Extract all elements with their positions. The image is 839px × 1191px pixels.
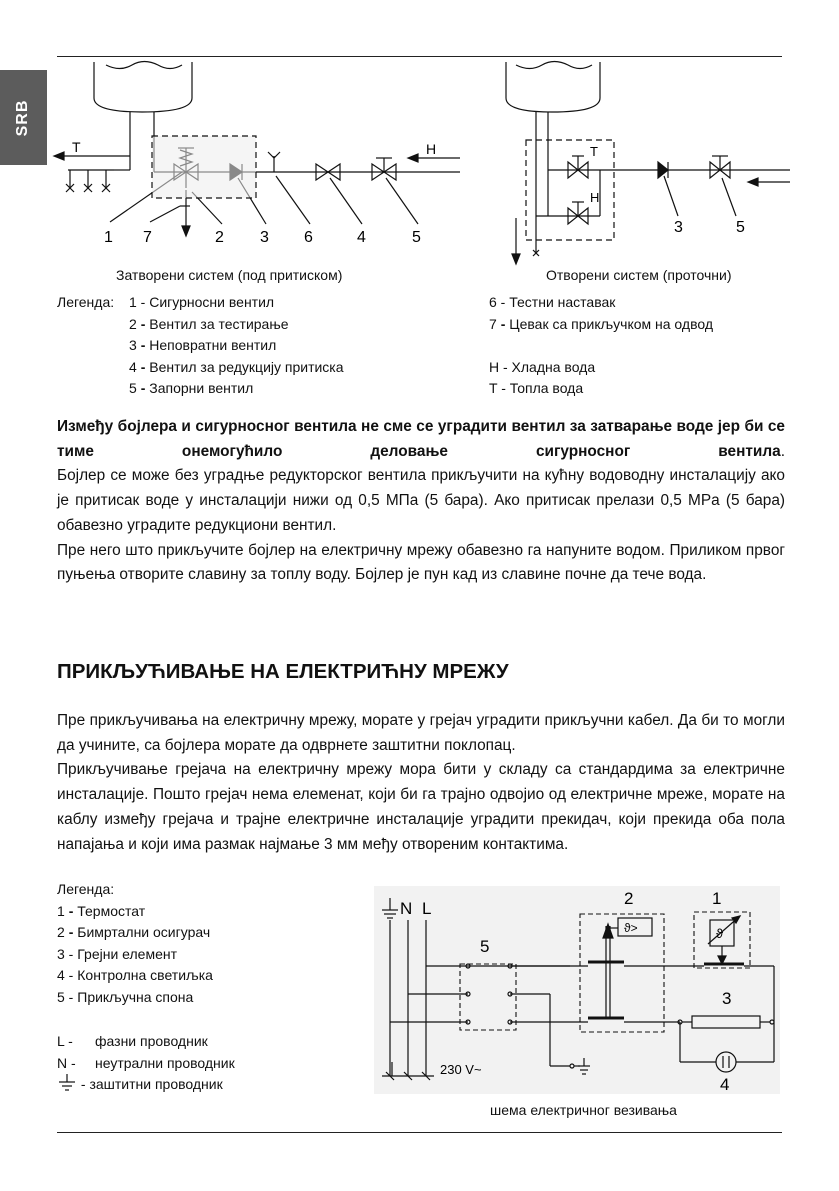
legend-row: - заштитни проводник <box>57 1074 235 1096</box>
open-label-5: 5 <box>736 219 745 236</box>
electric-legend-title: Легенда: <box>57 881 115 897</box>
open-dashed-box <box>526 140 614 240</box>
legend-row: 4 - Вентил за редукцију притиска <box>129 358 344 375</box>
top-rule <box>57 56 782 57</box>
open-t-letter: T <box>590 144 598 159</box>
conductor-legend <box>57 1031 235 1096</box>
legend-row: 5 - Запорни вентил <box>129 380 254 396</box>
text-block-2 <box>57 709 785 857</box>
element-4-label: 4 <box>720 1075 730 1094</box>
open-system-diagram <box>500 60 790 270</box>
closed-label-5: 5 <box>412 229 421 246</box>
element-3-label: 3 <box>722 989 732 1008</box>
phase-label: L <box>422 899 432 918</box>
open-h-letter: H <box>590 190 600 205</box>
closed-label-2: 2 <box>215 229 224 246</box>
language-tab <box>0 70 47 165</box>
closed-label-4: 4 <box>357 229 366 246</box>
paragraph-1: Бојлер се може без уградње редукторског вентила прикључити на кућну водоводну инсталацију ако је притисак воде у инсталацији нижи од 0,5 МПа (5 бара). Ако притисак прелази 0,5 MPa (5 бара) обавезно уградите редукциони вентил. <box>57 467 785 534</box>
paragraph-3: Пре прикључивања на електричну мрежу, морате у грејач уградити прикључни кабел. Да би то могли да учините, са бојлера морате да одврнете заштитни поклопац. <box>57 712 785 754</box>
wiring-caption: шема електричног везивања <box>490 1102 677 1118</box>
closed-system-caption: Затворени систем (под притиском) <box>116 267 343 283</box>
legend-left <box>57 292 344 400</box>
theta-symbol: ϑ <box>716 926 724 941</box>
legend-row: 5 - Прикључна спона <box>57 988 194 1005</box>
legend-row: 3 - Грејни елемент <box>57 945 177 962</box>
open-system-caption: Отворени систем (проточни) <box>546 267 732 283</box>
legend-row: 7 - Цевак са прикључком на одвод <box>489 315 714 332</box>
element-5-label: 5 <box>480 937 490 956</box>
legend-t: T - Топла вода <box>489 380 584 396</box>
electric-legend <box>57 879 213 1008</box>
legend-row: L - фазни проводник <box>57 1033 208 1049</box>
paragraph-2: Пре него што прикључите бојлер на електричну мрежу обавезно га напуните водом. Приликом првог пуњења отворите славину за топлу воду. Бојлер је пун кад из славине почне да тече вода. <box>57 541 785 584</box>
legend-row: 6 - Тестни наставак <box>489 294 616 310</box>
closed-dashed-box <box>152 136 256 198</box>
closed-label-1: 1 <box>104 229 113 246</box>
legend-row: Легенда: 1 - Сигурносни вентил <box>57 292 344 314</box>
legend-row: 4 - Контролна светиљка <box>57 967 213 983</box>
warning-text: Између бојлера и сигурносног вентила не сме се уградити вентил за затварање воде јер би се тиме онемогућило деловање сигурносног вентила <box>57 418 785 460</box>
closed-label-3: 3 <box>260 229 269 246</box>
element-2-label: 2 <box>624 889 634 908</box>
neutral-label: N <box>400 899 413 918</box>
theta-symbol: ϑ> <box>624 921 638 935</box>
element-1-label: 1 <box>712 889 722 908</box>
legend-row: 2 - Бимртални осигурач <box>57 924 211 940</box>
text-block-1: Између бојлера и сигурносног вентила не сме се уградити вентил за затварање воде јер би се тиме онемогућило деловање сигурносног вентила. Бојлер се може без уградње редукторског вентила прикључити на кућну водоводну инсталацију ако је притисак воде у инсталацији нижи од 0,5 МПа (5 бара). Ако притисак прелази 0,5 MPa (5 бара) обавезно уградите редукциони вентил. Пре него што прикључите бојлер на електричну мрежу обавезно га напуните водом. Приликом првог пуњења отворите славину за топлу воду. Бојлер је пун кад из славине почне да тече вода. <box>57 415 785 588</box>
bottom-rule <box>57 1132 782 1133</box>
closed-label-6: 6 <box>304 229 313 246</box>
paragraph-4: Прикључивање грејача на електричну мрежу мора бити у складу са стандардима за електричне инсталације. Пошто грејач нема елеменат, који би га трајно одвојио од електричне мреже, морате на каблу између грејача и трајне електричне инсталације уградити прекидач, који прекида оба пола напајања и који има размак најмање 3 мм међу отвореним контактима. <box>57 761 785 853</box>
closed-h-letter: H <box>426 141 437 157</box>
legend-h: H - Хладна вода <box>489 358 596 375</box>
electric-diagram <box>374 886 780 1096</box>
ground-icon <box>57 1074 77 1092</box>
closed-system-diagram <box>50 60 460 250</box>
language-tab-label: SRB <box>14 99 31 137</box>
closed-label-7: 7 <box>143 229 152 246</box>
section-heading: ПРИКЉУЋИВАЊЕ НА ЕЛЕКТРИЋНУ МРЕЖУ <box>57 660 509 683</box>
diagram-background <box>374 886 780 1094</box>
legend-title: Легенда: <box>57 294 115 310</box>
legend-row: 2 - Вентил за тестирање <box>129 315 289 332</box>
closed-t-letter: T <box>72 139 81 155</box>
legend-right <box>489 292 713 400</box>
legend-row: 3 - Неповратни вентил <box>129 337 277 353</box>
open-label-3: 3 <box>674 219 683 236</box>
legend-row: N - неутрални проводник <box>57 1054 235 1071</box>
voltage-label: 230 V~ <box>440 1062 482 1077</box>
legend-row: 1 - Термостат <box>57 902 146 919</box>
